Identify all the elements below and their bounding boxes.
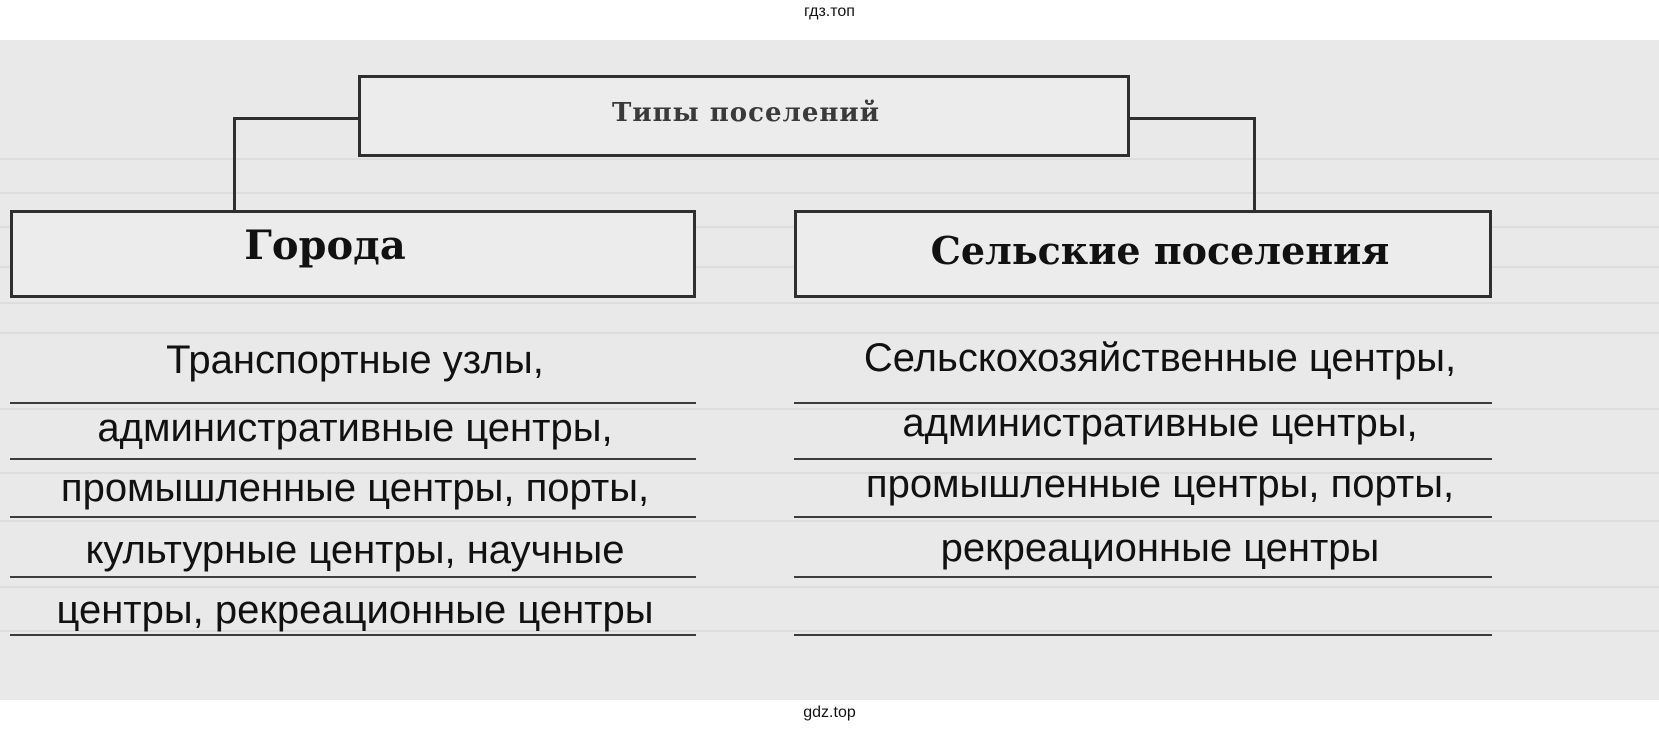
answer-line	[794, 634, 1492, 636]
background-line	[0, 302, 1659, 304]
cities-item: центры, рекреационные центры	[56, 588, 654, 632]
rural-item: промышленные центры, порты,	[865, 462, 1455, 506]
connector-left-horizontal	[233, 117, 360, 120]
connector-right-vertical	[1253, 117, 1256, 212]
rural-title: Сельские поселения	[930, 228, 1390, 273]
background-line	[0, 192, 1659, 194]
cities-title: Города	[244, 222, 406, 269]
rural-item: административные центры,	[902, 401, 1418, 445]
rural-item: Сельскохозяйственные центры,	[863, 336, 1457, 380]
cities-item: промышленные центры, порты,	[60, 466, 650, 510]
root-label: Типы поселений	[612, 98, 880, 128]
watermark-bottom: gdz.top	[803, 704, 856, 721]
watermark-top: гдз.топ	[804, 3, 855, 20]
background-line	[0, 158, 1659, 160]
cities-item: культурные центры, научные	[85, 528, 625, 572]
rural-item: рекреационные центры	[940, 526, 1380, 570]
connector-right-horizontal	[1128, 117, 1256, 120]
cities-item: Транспортные узлы,	[166, 338, 544, 382]
connector-left-vertical	[233, 117, 236, 212]
cities-item: административные центры,	[97, 406, 613, 450]
